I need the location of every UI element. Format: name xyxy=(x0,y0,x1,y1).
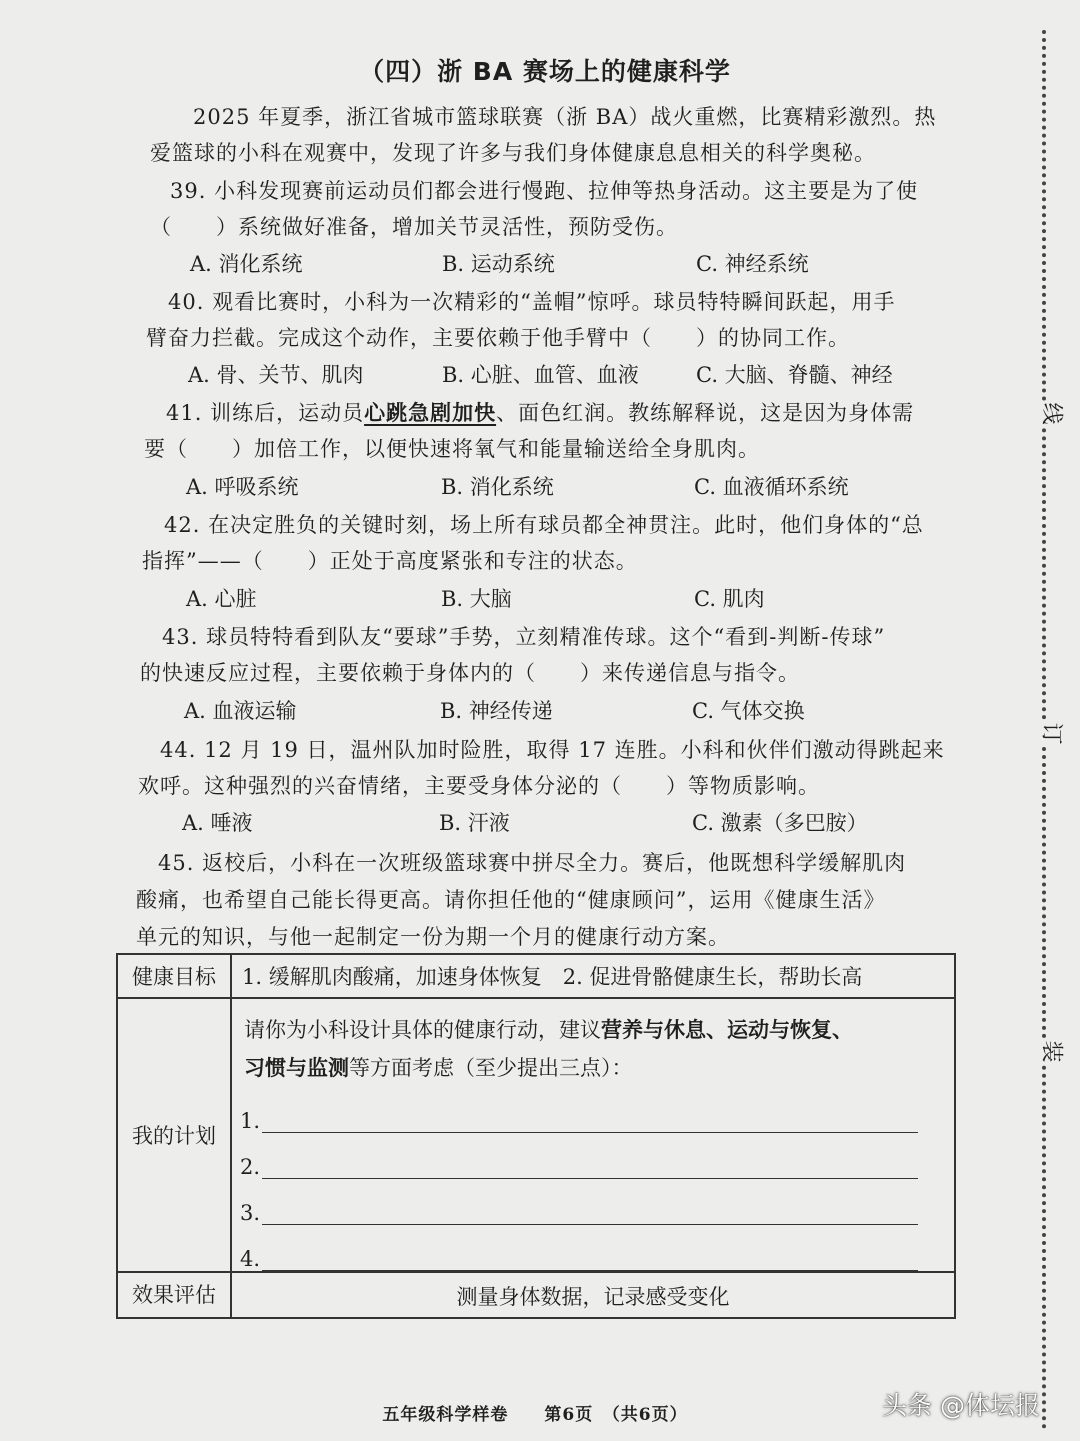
q39-option-c: C. 神经系统 xyxy=(696,252,809,276)
q43-option-b: B. 神经传递 xyxy=(440,699,553,723)
page-footer: 五年级科学样卷 第6页 （共6页） xyxy=(382,1405,688,1425)
plan-intro-text-1: 请你为小科设计具体的健康行动，建议 xyxy=(244,1018,601,1042)
q41-text-before: 41. 训练后，运动员 xyxy=(166,401,365,425)
answer-blank-4[interactable] xyxy=(240,1225,954,1271)
q42-option-b: B. 大脑 xyxy=(441,587,512,611)
eval-text-cell xyxy=(231,1272,955,1318)
section-title: （四）浙 BA 赛场上的健康科学 xyxy=(359,57,731,86)
plan-intro-bold-1: 营养与休息、运动与恢复、 xyxy=(601,1017,853,1042)
answer-blank-3[interactable] xyxy=(240,1179,954,1225)
eval-label-cell xyxy=(117,1272,231,1318)
binding-mark-staple: 订 xyxy=(1035,722,1072,744)
goal-label: 健康目标 xyxy=(132,965,216,989)
answer-line[interactable] xyxy=(262,1148,918,1179)
answer-blank-2[interactable] xyxy=(240,1133,954,1179)
q45-line-3: 单元的知识，与他一起制定一份为期一个月的健康行动方案。 xyxy=(136,925,730,949)
q39-line-1: 39. 小科发现赛前运动员们都会进行慢跑、拉伸等热身活动。这主要是为了使 xyxy=(170,179,919,203)
binding-mark-bind: 装 xyxy=(1035,1040,1072,1062)
plan-label-cell xyxy=(117,998,231,1272)
answer-line[interactable] xyxy=(262,1240,918,1271)
q42-option-c: C. 肌肉 xyxy=(694,587,765,611)
q41-text-after: 、面色红润。教练解释说，这是因为身体需 xyxy=(496,401,915,425)
blank-number: 4. xyxy=(240,1247,261,1271)
q43-line-2: 的快速反应过程，主要依赖于身体内的（ ）来传递信息与指令。 xyxy=(140,661,800,685)
q43-option-a: A. 血液运输 xyxy=(184,699,297,723)
q41-option-b: B. 消化系统 xyxy=(441,475,554,499)
intro-line-2: 爱篮球的小科在观赛中，发现了许多与我们身体健康息息相关的科学奥秘。 xyxy=(150,141,876,165)
q44-option-c: C. 激素（多巴胺） xyxy=(692,811,868,835)
answer-line[interactable] xyxy=(262,1194,918,1225)
goal-text: 1. 缓解肌肉酸痛，加速身体恢复 2. 促进骨骼健康生长，帮助长高 xyxy=(242,965,863,989)
plan-label: 我的计划 xyxy=(132,1124,216,1148)
q44-option-b: B. 汗液 xyxy=(439,811,510,835)
q42-option-a: A. 心脏 xyxy=(186,587,257,611)
q45-line-1: 45. 返校后，小科在一次班级篮球赛中拼尽全力。赛后，他既想科学缓解肌肉 xyxy=(158,851,907,875)
q45-line-2: 酸痛，也希望自己能长得更高。请你担任他的“健康顾问”，运用《健康生活》 xyxy=(136,888,886,912)
q41-option-a: A. 呼吸系统 xyxy=(186,475,299,499)
goal-label-cell xyxy=(117,954,231,998)
q44-option-a: A. 唾液 xyxy=(182,811,253,835)
health-plan-table xyxy=(116,953,956,1319)
q40-option-c: C. 大脑、脊髓、神经 xyxy=(696,363,893,387)
answer-blank-1[interactable] xyxy=(240,1087,954,1133)
plan-content-cell xyxy=(231,998,955,1272)
q43-option-c: C. 气体交换 xyxy=(692,699,805,723)
blank-number: 1. xyxy=(240,1109,261,1133)
q41-line-1 xyxy=(166,397,914,427)
intro-line-1: 2025 年夏季，浙江省城市篮球联赛（浙 BA）战火重燃，比赛精彩激烈。热 xyxy=(193,105,937,129)
q44-line-2: 欢呼。这种强烈的兴奋情绪，主要受身体分泌的（ ）等物质影响。 xyxy=(138,774,820,798)
goal-text-cell xyxy=(231,954,955,998)
q40-option-a: A. 骨、关节、肌肉 xyxy=(188,363,364,387)
q41-emphasis: 心跳急剧加快 xyxy=(364,400,497,425)
q39-option-b: B. 运动系统 xyxy=(442,252,555,276)
plan-intro-text-2: 等方面考虑（至少提出三点）： xyxy=(349,1056,633,1080)
blank-number: 2. xyxy=(240,1155,261,1179)
q39-line-2: （ ）系统做好准备，增加关节灵活性，预防受伤。 xyxy=(150,215,678,239)
plan-instructions xyxy=(232,999,954,1087)
eval-label: 效果评估 xyxy=(132,1283,216,1307)
q40-line-2: 臂奋力拦截。完成这个动作，主要依赖于他手臂中（ ）的协同工作。 xyxy=(146,326,850,350)
eval-text: 测量身体数据，记录感受变化 xyxy=(456,1285,730,1309)
q40-line-1: 40. 观看比赛时，小科为一次精彩的“盖帽”惊呼。球员特特瞬间跃起，用手 xyxy=(168,290,896,314)
q42-line-1: 42. 在决定胜负的关键时刻，场上所有球员都全神贯注。此时，他们身体的“总 xyxy=(164,513,924,537)
q40-option-b: B. 心脏、血管、血液 xyxy=(442,363,639,387)
binding-mark-line: 线 xyxy=(1035,402,1072,424)
watermark: 头条 @体坛报 xyxy=(882,1391,1040,1420)
q42-line-2: 指挥”——（ ）正处于高度紧张和专注的状态。 xyxy=(142,549,638,573)
q41-option-c: C. 血液循环系统 xyxy=(694,475,849,499)
blank-number: 3. xyxy=(240,1201,261,1225)
q41-line-2: 要（ ）加倍工作，以便快速将氧气和能量输送给全身肌肉。 xyxy=(144,437,760,461)
answer-line[interactable] xyxy=(262,1102,918,1133)
q39-option-a: A. 消化系统 xyxy=(190,252,303,276)
plan-intro-bold-2: 习惯与监测 xyxy=(244,1055,349,1080)
q43-line-1: 43. 球员特特看到队友“要球”手势，立刻精准传球。这个“看到-判断-传球” xyxy=(162,625,886,649)
q44-line-1: 44. 12 月 19 日，温州队加时险胜，取得 17 连胜。小科和伙伴们激动得跳起来 xyxy=(160,738,945,762)
